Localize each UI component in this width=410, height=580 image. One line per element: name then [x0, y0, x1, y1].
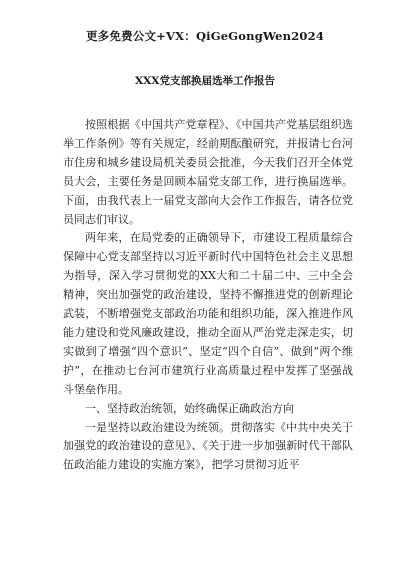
document-title: XXX党支部换届选举工作报告 [135, 75, 275, 87]
section-heading-1: 一、坚持政治统领，始终确保正确政治方向 [85, 401, 294, 415]
paragraph-political-building: 一是坚持以政治建设为统领。贯彻落实《中共中央关于加强党的政治建设的意见》、《关于进一步加强新时代干部队伍政治能力建设的实施方案》，把学习贯彻习近平 [63, 420, 353, 472]
document-body [63, 116, 353, 475]
header-watermark-text: 更多免费公文+VX：QiGeGongWen2024 [85, 29, 325, 43]
paragraph-intro: 按照根据《中国共产党章程》、《中国共产党基层组织选举工作条例》等有关规定，经前期酝酿研究，并报请七台河市住房和城乡建设局机关委员会批准，今天我们召开全体党员大会，主要任务是回顾本届党支部工作，进行换届选举。下面，由我代表上一届党支部向大会作工作报告，请各位党员同志们审议。 [63, 118, 353, 226]
paragraph-summary: 两年来，在局党委的正确领导下，市建设工程质量综合保障中心党支部坚持以习近平新时代中国特色社会主义思想为指导，深入学习贯彻党的XX大和二十届二中、三中全会精神，突出加强党的政治建设，坚持不懈推进党的创新理论武装，不断增强党支部政治功能和组织功能，深入推进作风能力建设和党风廉政建设，推动全面从严治党走深走实，切实做到了增强“四个意识”、坚定“四个自信”、做到“两个维护”，在推动七台河市建筑行业高质量过程中发挥了坚强战斗堡垒作用。 [63, 231, 353, 396]
